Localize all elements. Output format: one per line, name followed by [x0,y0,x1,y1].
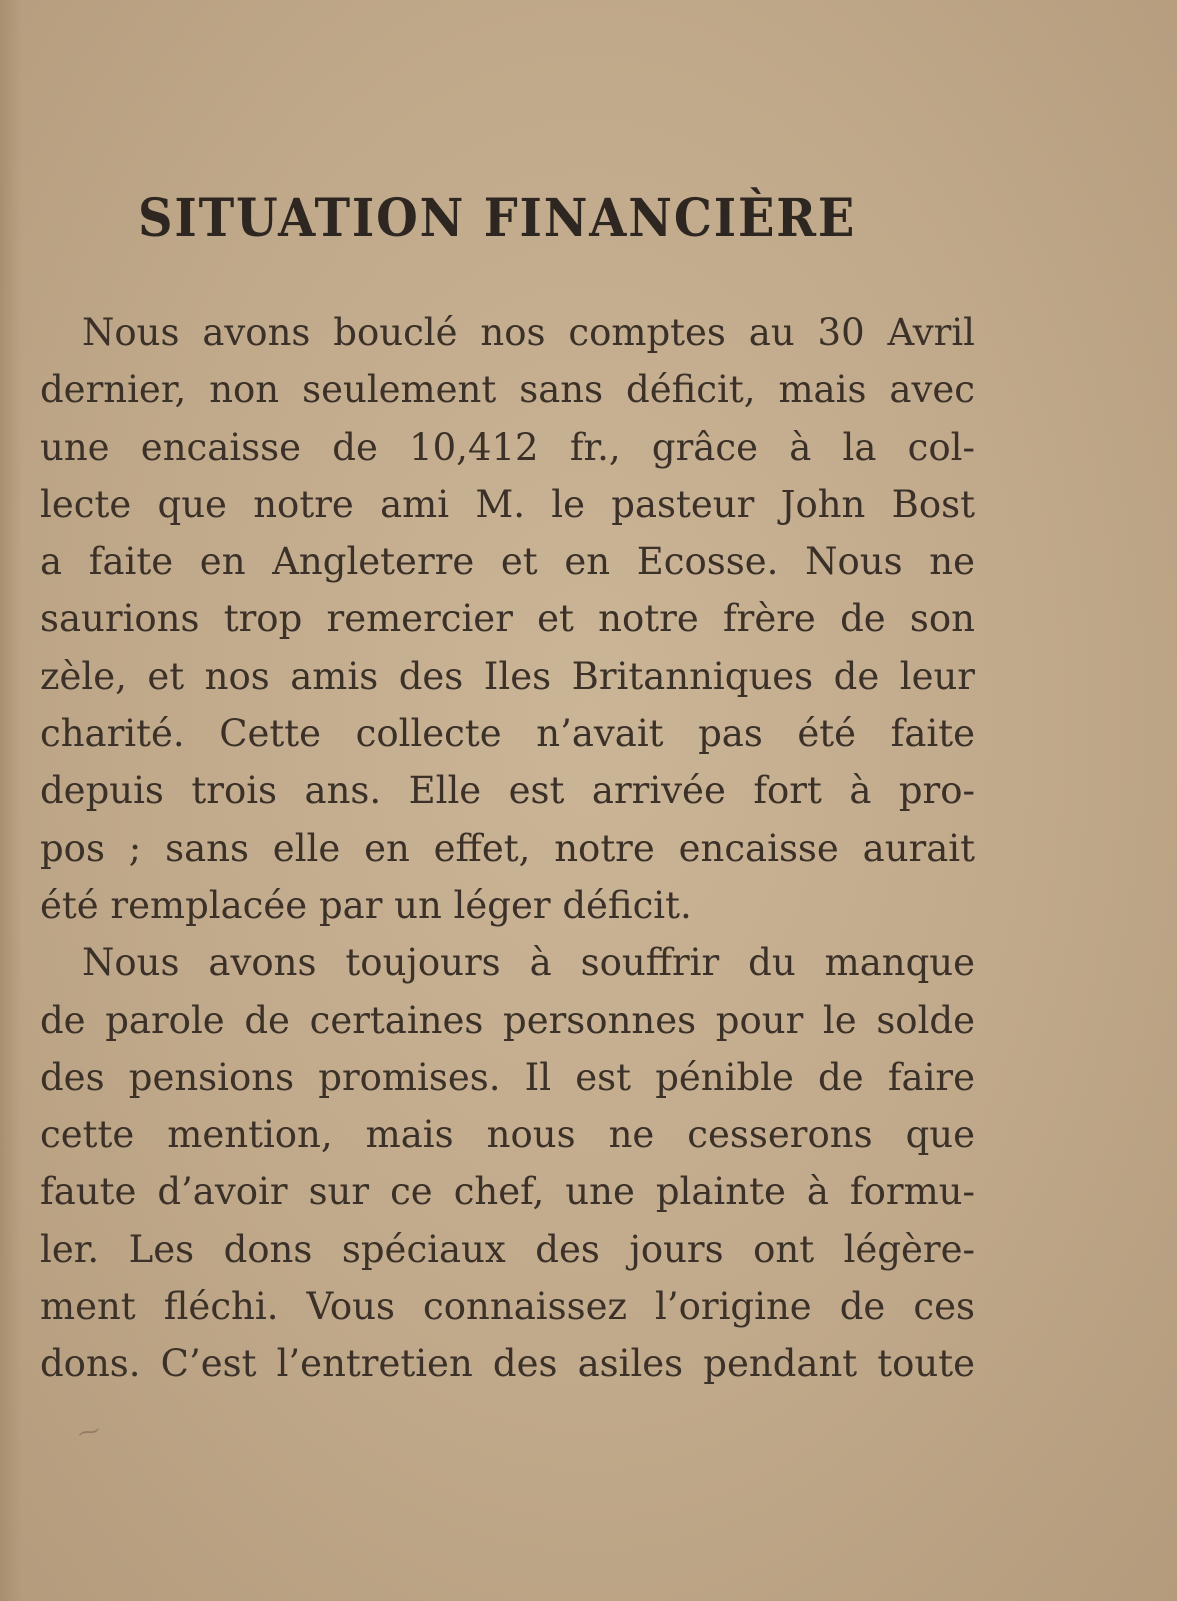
paragraph-2 [40,934,975,1392]
text-line: a faite en Angleterre et en Ecosse. Nous ne [40,540,975,584]
text-line: de parole de certaines personnes pour le solde [40,998,975,1042]
text-line: des pensions promises. Il est pénible de faire [40,1055,975,1099]
body-text [40,304,975,1393]
text-line: pos ; sans elle en effet, notre encaisse aurait [40,826,975,870]
text-line: dons. C’est l’entretien des asiles pendant toute [40,1342,975,1386]
text-line: zèle, et nos amis des Iles Britanniques de leur [40,654,975,698]
text-line: ler. Les dons spéciaux des jours ont légère- [40,1227,975,1271]
text-line: saurions trop remercier et notre frère de son [40,597,975,641]
text-line: faute d’avoir sur ce chef, une plainte à formu- [40,1170,975,1214]
text-line: depuis trois ans. Elle est arrivée fort à pro- [40,769,975,813]
text-line: été remplacée par un léger déficit. [40,883,692,927]
page-title: SITUATION FINANCIÈRE [138,188,857,249]
page-edge-shadow [0,0,22,1601]
paragraph-1 [40,304,975,934]
text-line: lecte que notre ami M. le pasteur John Bost [40,482,975,526]
text-line: cette mention, mais nous ne cesserons que [40,1113,975,1157]
ink-smudge: ⁓ [75,1417,103,1448]
text-line: ment fléchi. Vous connaissez l’origine de ces [40,1285,975,1329]
text-line: Nous avons toujours à souffrir du manque [82,941,975,985]
text-line: dernier, non seulement sans déficit, mais avec [40,368,975,412]
text-line: Nous avons bouclé nos comptes au 30 Avril [82,311,975,354]
text-line: une encaisse de 10,412 fr., grâce à la col- [40,425,975,469]
text-line: charité. Cette collecte n’avait pas été faite [40,712,975,756]
